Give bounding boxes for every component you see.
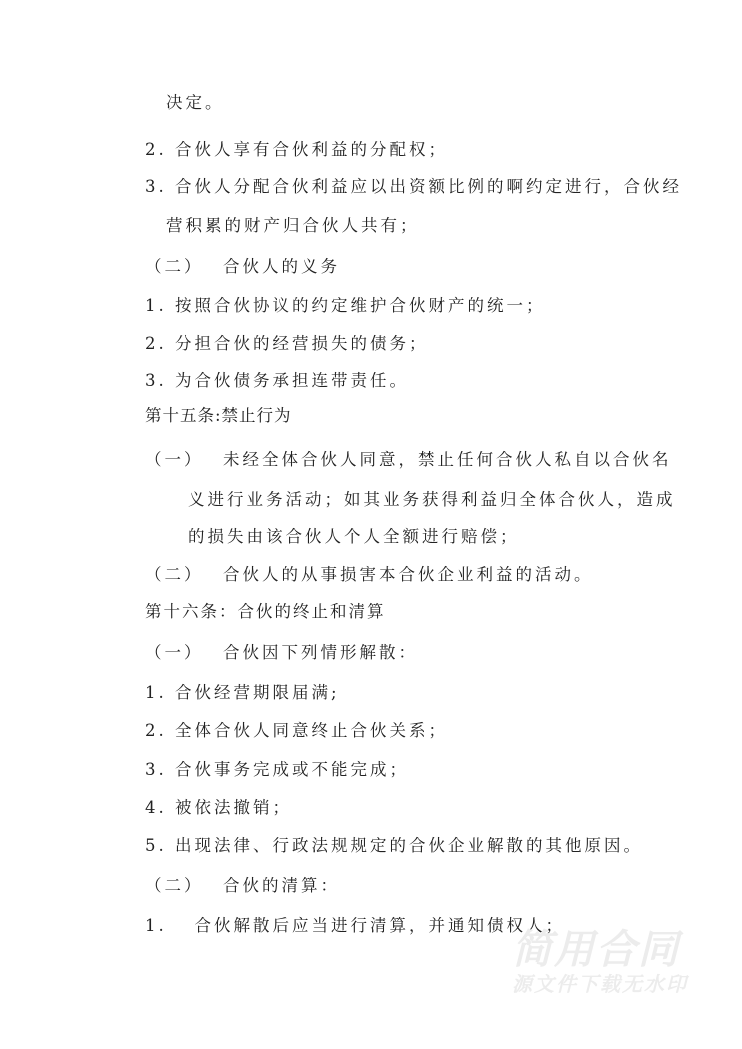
section-heading: （一） 合伙因下列情形解散： — [145, 643, 418, 662]
text-line: 1. 合伙经营期限届满; — [145, 683, 340, 702]
text-line: 营积累的财产归合伙人共有； — [166, 216, 420, 235]
watermark-title: 简用合同 — [512, 927, 680, 973]
text-line: 1. 合伙解散后应当进行清算，并通知债权人； — [145, 916, 565, 935]
section-heading: （二） 合伙人的义务 — [145, 257, 340, 276]
article-heading: 第十五条:禁止行为 — [145, 406, 292, 425]
text-line: 义进行业务活动；如其业务获得利益归全体合伙人，造成 — [188, 490, 676, 509]
text-line: 1. 按照合伙协议的约定维护合伙财产的统一； — [145, 296, 546, 315]
section-heading: （二） 合伙的清算： — [145, 876, 340, 895]
text-line: 2. 全体合伙人同意终止合伙关系； — [145, 721, 448, 740]
text-line: 3. 为合伙债务承担连带责任。 — [145, 371, 409, 390]
text-line: 4. 被依法撤销； — [145, 798, 292, 817]
text-line: 3. 合伙事务完成或不能完成； — [145, 760, 409, 779]
text-line: （一） 未经全体合伙人同意，禁止任何合伙人私自以合伙名 — [145, 450, 672, 469]
text-line: 3. 合伙人分配合伙利益应以出资额比例的啊约定进行，合伙经 — [145, 177, 682, 196]
watermark-subtitle: 源文件下载无水印 — [512, 972, 688, 996]
text-line: 决定。 — [166, 93, 225, 112]
text-line: 2. 分担合伙的经营损失的债务； — [145, 334, 429, 353]
article-heading: 第十六条：合伙的终止和清算 — [145, 602, 386, 621]
text-line: 的损失由该合伙人个人全额进行赔偿； — [188, 527, 520, 546]
text-line: （二） 合伙人的从事损害本合伙企业利益的活动。 — [145, 565, 594, 584]
text-line: 5. 出现法律、行政法规规定的合伙企业解散的其他原因。 — [145, 836, 643, 855]
text-line: 2. 合伙人享有合伙利益的分配权； — [145, 140, 448, 159]
